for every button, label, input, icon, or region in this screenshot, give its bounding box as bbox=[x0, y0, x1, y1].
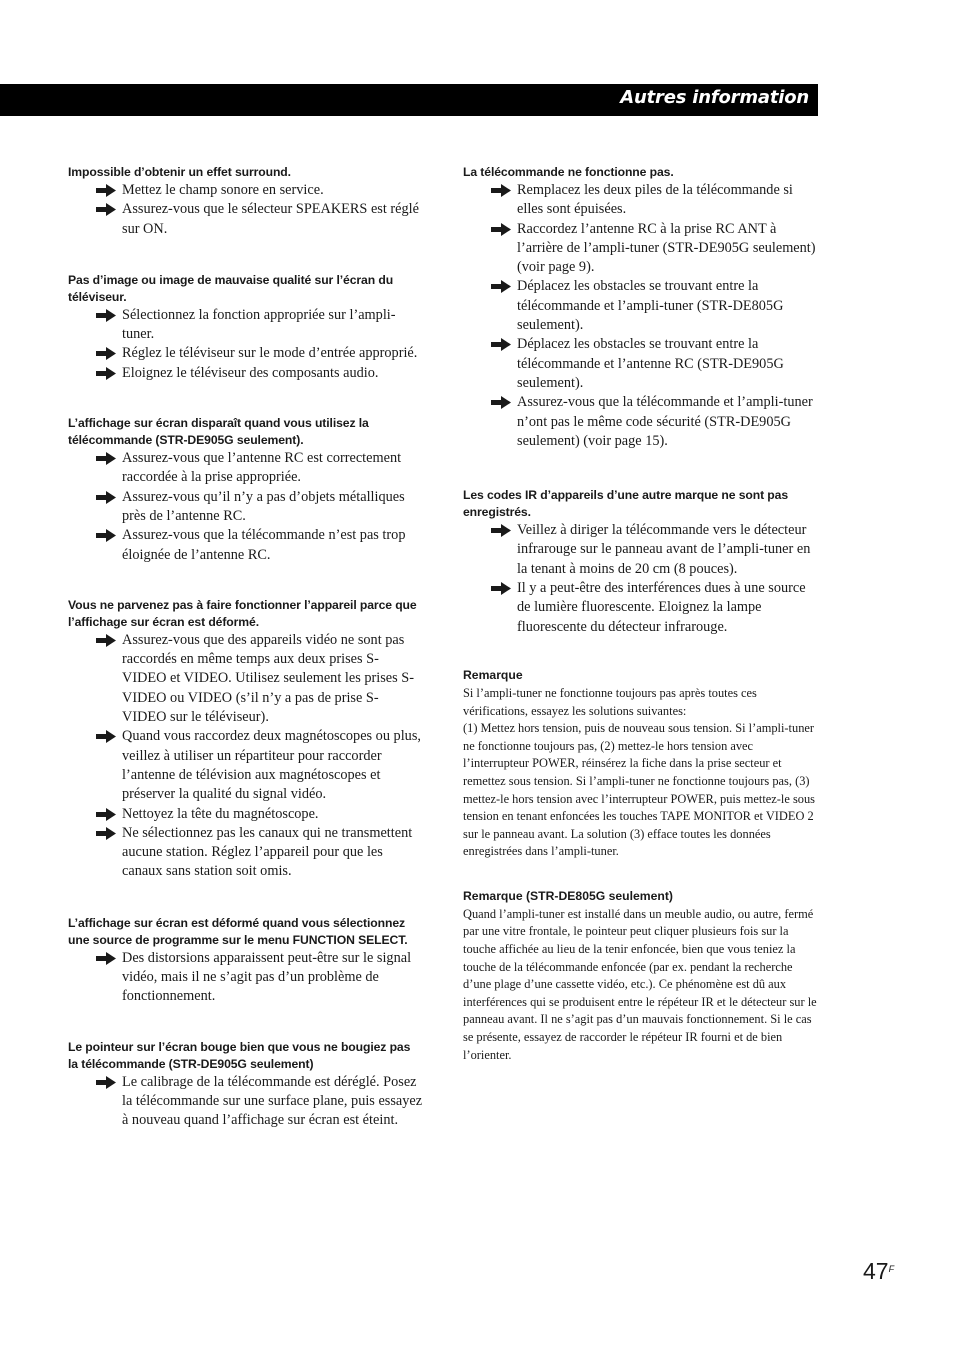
list-item bbox=[68, 949, 423, 1007]
arrow-right-icon bbox=[491, 184, 511, 197]
section-heading: La télécommande ne fonctionne pas. bbox=[463, 165, 674, 179]
section-heading: Pas d’image ou image de mauvaise qualité sur l’écran du téléviseur. bbox=[68, 272, 394, 304]
item-text: Quand vous raccordez deux magnétoscopes ou plus, veillez à utiliser un répartiteur pour raccorder l’antenne de télévision aux magnétoscopes et préserver la qualité du signal vidéo. bbox=[122, 728, 421, 803]
item-text: Assurez-vous que la télécommande et l’ampli-tuner n’ont pas le même code sécurité (STR-DE905G seulement) (voir page 15). bbox=[517, 394, 813, 449]
section-heading: Les codes IR d’appareils d’une autre marque ne sont pas enregistrés. bbox=[463, 488, 789, 520]
arrow-right-icon bbox=[96, 827, 116, 840]
list-item bbox=[68, 805, 423, 824]
arrow-right-icon bbox=[491, 280, 511, 293]
item-text: Assurez-vous qu’il n’y a pas d’objets métalliques près de l’antenne RC. bbox=[122, 488, 405, 524]
list-item bbox=[68, 449, 423, 488]
arrow-right-icon bbox=[491, 524, 511, 537]
list-item bbox=[463, 393, 820, 451]
troubleshoot-section bbox=[68, 597, 423, 882]
arrow-right-icon bbox=[96, 203, 116, 216]
section-heading: Vous ne parvenez pas à faire fonctionner l’appareil parce que l’affichage sur écran est déformé. bbox=[68, 597, 417, 629]
item-text: Mettez le champ sonore en service. bbox=[122, 182, 324, 198]
list-item bbox=[68, 364, 423, 383]
arrow-right-icon bbox=[96, 952, 116, 965]
arrow-right-icon bbox=[96, 184, 116, 197]
list-item bbox=[68, 727, 423, 804]
remark-text: Si l’ampli-tuner ne fonctionne toujours pas après toutes ces vérifications, essayez les solutions suivantes: (1) Mettez hors tension, puis de nouveau sous tension. Si l’ampli-tuner ne fonctionne toujours pas, (2) mettez-le hors tension avec l’interrupteur POWER, réinsérez la fiche dans la prise secteur et remettez sous tension. Si l’ampli-tuner ne fonctionne toujours pas, (3) mettez-le hors tension avec l’interrupteur POWER, puis mettez-le sous tension en tenant enfoncées les touches TAPE MONITOR et VIDEO 2 sur le panneau avant. La solution (3) efface toutes les données enregistrées dans l’ampli-tuner. bbox=[463, 685, 815, 859]
arrow-right-icon bbox=[96, 730, 116, 743]
section-banner bbox=[0, 84, 818, 116]
troubleshoot-section bbox=[463, 164, 820, 451]
item-text: Ne sélectionnez pas les canaux qui ne transmettent aucune station. Réglez l’appareil pour que les canaux sans station soit omis. bbox=[122, 824, 413, 880]
list-item bbox=[68, 824, 423, 882]
arrow-right-icon bbox=[96, 347, 116, 360]
page-number bbox=[863, 1258, 894, 1285]
list-item bbox=[463, 335, 820, 393]
arrow-right-icon bbox=[491, 582, 511, 595]
arrow-right-icon bbox=[96, 309, 116, 322]
arrow-right-icon bbox=[96, 1076, 116, 1089]
remark-title: Remarque bbox=[463, 667, 523, 682]
troubleshoot-section bbox=[68, 272, 423, 383]
item-text: Assurez-vous que l’antenne RC est correctement raccordée à la prise appropriée. bbox=[122, 450, 402, 486]
list-item bbox=[68, 306, 423, 345]
arrow-right-icon bbox=[491, 396, 511, 409]
troubleshoot-section bbox=[68, 164, 423, 239]
remark-note bbox=[463, 888, 820, 1064]
list-item bbox=[68, 200, 423, 239]
item-text: Déplacez les obstacles se trouvant entre la télécommande et l’antenne RC (STR-DE905G seulement). bbox=[517, 336, 784, 391]
section-heading: Impossible d’obtenir un effet surround. bbox=[68, 165, 291, 179]
list-item bbox=[68, 526, 423, 565]
list-item bbox=[463, 181, 820, 220]
list-item bbox=[68, 181, 423, 200]
list-item bbox=[463, 220, 820, 278]
list-item bbox=[68, 1073, 423, 1131]
item-text: Veillez à diriger la télécommande vers le détecteur infrarouge sur le panneau avant de l’ampli-tuner en la tenant à moins de 20 cm (8 pouces). bbox=[517, 522, 811, 577]
list-item bbox=[68, 488, 423, 527]
right-column bbox=[463, 164, 820, 1064]
list-item bbox=[68, 631, 423, 727]
item-text: Assurez-vous que la télécommande n’est pas trop éloignée de l’antenne RC. bbox=[122, 527, 406, 563]
item-text: Assurez-vous que des appareils vidéo ne sont pas raccordés en même temps aux deux prises S-VIDEO et VIDEO. Utilisez seulement les prises S-VIDEO ou VIDEO (s’il n’y a pas de prise S-VIDEO sur le téléviseur). bbox=[122, 631, 414, 726]
arrow-right-icon bbox=[96, 808, 116, 821]
item-text: Il y a peut-être des interférences dues à une source de lumière fluorescente. Eloignez la lampe fluorescente du détecteur infrarouge. bbox=[517, 580, 806, 635]
item-text: Eloignez le téléviseur des composants audio. bbox=[122, 364, 379, 381]
section-heading: Le pointeur sur l’écran bouge bien que vous ne bougiez pas la télécommande (STR-DE905G seulement) bbox=[68, 1039, 411, 1071]
troubleshoot-section bbox=[68, 415, 423, 565]
arrow-right-icon bbox=[96, 529, 116, 542]
remark-title: Remarque (STR-DE805G seulement) bbox=[463, 888, 673, 903]
page-language-suffix: F bbox=[888, 1264, 895, 1274]
item-text: Déplacez les obstacles se trouvant entre la télécommande et l’ampli-tuner (STR-DE805G seulement). bbox=[517, 278, 784, 334]
list-item bbox=[463, 521, 820, 579]
troubleshoot-section bbox=[68, 915, 423, 1007]
arrow-right-icon bbox=[96, 491, 116, 504]
item-text: Réglez le téléviseur sur le mode d’entrée approprié. bbox=[122, 345, 418, 362]
section-heading: L’affichage sur écran est déformé quand vous sélectionnez une source de programme sur le menu FUNCTION SELECT. bbox=[68, 915, 408, 947]
remark-note bbox=[463, 667, 820, 861]
arrow-right-icon bbox=[96, 367, 116, 380]
item-text: Sélectionnez la fonction appropriée sur l’ampli-tuner. bbox=[122, 306, 396, 343]
item-text: Le calibrage de la télécommande est déréglé. Posez la télécommande sur une surface plane, puis essayez à nouveau quand l’affichage sur écran est éteint. bbox=[122, 1073, 423, 1129]
arrow-right-icon bbox=[491, 223, 511, 236]
item-text: Des distorsions apparaissent peut-être sur le signal vidéo, mais il ne s’agit pas d’un problème de fonctionnement. bbox=[122, 949, 412, 1005]
arrow-right-icon bbox=[96, 452, 116, 465]
troubleshoot-section bbox=[68, 1039, 423, 1131]
remark-text: Quand l’ampli-tuner est installé dans un meuble audio, ou autre, fermé par une vitre frontale, le pointeur peut cliquer plusieurs fois sur la touche affichée au lieu de la tenir enfoncée, bien que vous teniez la touche de la télécommande enfoncée (par ex. pendant la recherche d’une plage d’une cassette vidéo, etc.). Ce phénomène est dû aux interférences qui se produisent entre le répéteur IR et le détecteur sur le panneau avant. Il ne s’agit pas d’un mauvais fonctionnement. Si le cas se présente, essayez de raccorder le répéteur IR fourni et de bien l’orienter. bbox=[463, 906, 817, 1062]
left-column bbox=[68, 164, 423, 1131]
section-title: Autres information bbox=[620, 87, 809, 108]
arrow-right-icon bbox=[96, 634, 116, 647]
troubleshoot-section bbox=[463, 487, 820, 637]
arrow-right-icon bbox=[491, 338, 511, 351]
item-text: Nettoyez la tête du magnétoscope. bbox=[122, 805, 319, 822]
list-item bbox=[68, 344, 423, 363]
list-item bbox=[463, 579, 820, 637]
item-text: Assurez-vous que le sélecteur SPEAKERS est réglé sur ON. bbox=[122, 201, 419, 237]
section-heading: L’affichage sur écran disparaît quand vous utilisez la télécommande (STR-DE905G seulement). bbox=[68, 416, 369, 448]
page-number-value: 47 bbox=[863, 1258, 889, 1284]
item-text: Raccordez l’antenne RC à la prise RC ANT à l’arrière de l’ampli-tuner (STR-DE905G seulement) (voir page 9). bbox=[517, 220, 816, 276]
item-text: Remplacez les deux piles de la télécommande si elles sont épuisées. bbox=[517, 182, 793, 218]
list-item bbox=[463, 277, 820, 335]
